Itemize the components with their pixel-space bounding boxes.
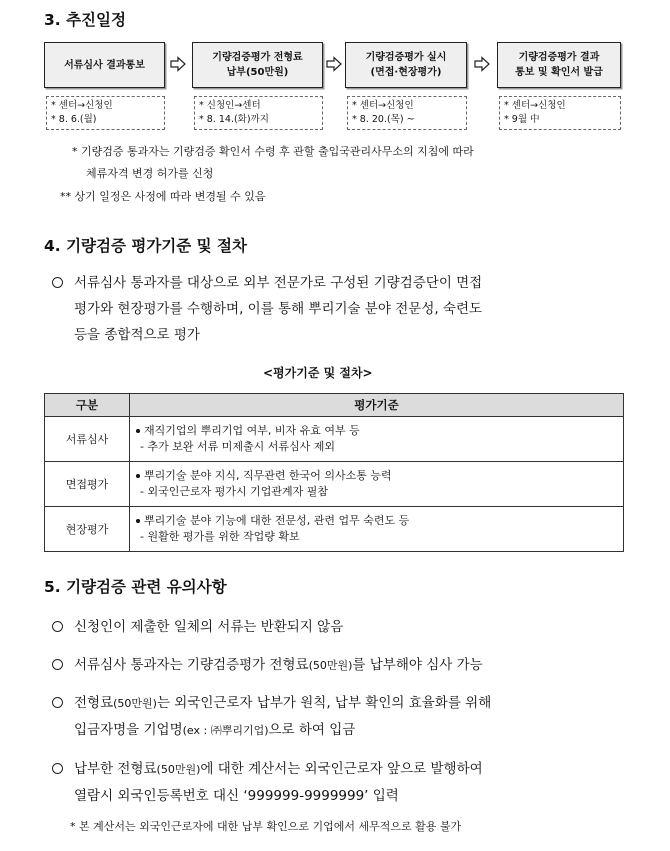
- flow-step-1-label: 서류심사 결과통보: [64, 59, 145, 71]
- header-category: 구분: [45, 394, 130, 417]
- criteria-table: [44, 393, 624, 552]
- flow-step-2: [192, 42, 323, 88]
- notice-item-4: [52, 756, 632, 809]
- invoice-note: * 본 계산서는 외국인근로자에 대한 납부 확인으로 기업에서 세무적으로 활용 불가: [70, 820, 462, 833]
- detail-line: * 8. 20.(목) ~: [352, 114, 415, 125]
- criteria-main: 재직기업의 뿌리기업 여부, 비자 유효 여부 등: [144, 424, 360, 437]
- paragraph-line: 등을 종합적으로 평가: [74, 327, 200, 343]
- flow-step-4-details: [499, 96, 621, 130]
- flow-step-4-label-line-2: 통보 및 확인서 발급: [515, 67, 603, 78]
- criteria-main: 뿌리기술 분야 지식, 직무관련 한국어 의사소통 능력: [144, 469, 392, 482]
- schedule-note-1-line-2: 체류자격 변경 허가를 신청: [86, 167, 214, 180]
- header-criteria: 평가기준: [130, 394, 624, 417]
- paragraph-line: 평가와 현장평가를 수행하며, 이를 통해 뿌리기술 분야 전문성, 숙련도: [74, 301, 483, 317]
- notice-text: 는 외국인근로자 납부가 원칙, 납부 확인의 효율화를 위해: [156, 695, 492, 711]
- detail-line: * 8. 6.(월): [51, 114, 97, 125]
- notice-text: 전형료: [74, 695, 114, 711]
- table-row: [45, 462, 624, 507]
- paragraph-line: 서류심사 통과자를 대상으로 외부 전문가로 구성된 기량검증단이 면접: [74, 275, 483, 291]
- arrow-right-icon: [474, 56, 490, 72]
- notice-text: 으로 하여 입금: [268, 722, 356, 738]
- detail-line: * 센터→신청인: [504, 100, 566, 111]
- detail-line: * 센터→신청인: [352, 100, 414, 111]
- detail-line: * 9월 中: [504, 114, 540, 125]
- flow-step-3-details: [347, 96, 467, 130]
- circle-bullet-icon: [52, 277, 63, 288]
- dot-bullet-icon: [136, 429, 140, 433]
- row-criteria: [130, 417, 624, 462]
- detail-line: * 8. 14.(화)까지: [199, 114, 269, 125]
- notice-item-3: [52, 690, 632, 744]
- flow-step-3: [345, 42, 467, 88]
- flow-step-1: [44, 42, 165, 88]
- arrow-right-icon: [170, 56, 186, 72]
- arrow-right-icon: [326, 56, 342, 72]
- notice-text: 열람시 외국인등록번호 대신 ‘999999-9999999’ 입력: [74, 788, 399, 804]
- criteria-sub: - 추가 보완 서류 미제출시 서류심사 제외: [140, 440, 335, 453]
- flow-step-2-details: [194, 96, 323, 130]
- fee-amount: (50만원): [156, 763, 201, 776]
- example-name: (ex : ㈜뿌리기업): [182, 724, 269, 737]
- flow-step-3-label-line-1: 기량검증평가 실시: [365, 52, 447, 63]
- notice-text: 에 대한 계산서는 외국인근로자 앞으로 발행하여: [200, 761, 483, 777]
- row-category: 현장평가: [45, 507, 130, 552]
- criteria-sub: - 원활한 평가를 위한 작업량 확보: [140, 530, 300, 543]
- circle-bullet-icon: [52, 621, 63, 632]
- section-4-paragraph: [52, 270, 632, 348]
- section-5-title: 5. 기량검증 관련 유의사항: [44, 578, 227, 596]
- flow-step-3-label-line-2: (면접·현장평가): [370, 67, 442, 78]
- table-header-row: [45, 394, 624, 417]
- notice-text: 납부한 전형료: [74, 761, 157, 777]
- section-4-title: 4. 기량검증 평가기준 및 절차: [44, 237, 247, 255]
- detail-line: * 신청인→센터: [199, 100, 261, 111]
- row-category: 서류심사: [45, 417, 130, 462]
- row-criteria: [130, 462, 624, 507]
- table-caption: <평가기준 및 절차>: [263, 366, 373, 380]
- notice-text: 서류심사 통과자는 기량검증평가 전형료: [74, 657, 309, 673]
- schedule-note-1-line-1: * 기량검증 통과자는 기량검증 확인서 수령 후 관할 출입국관리사무소의 지침에 따라: [72, 145, 474, 158]
- circle-bullet-icon: [52, 697, 63, 708]
- notice-text: 입금자명을 기업명: [74, 722, 183, 738]
- dot-bullet-icon: [136, 474, 140, 478]
- notice-item-1: [52, 614, 632, 640]
- notice-item-2: [52, 652, 632, 679]
- fee-amount: (50만원): [308, 659, 353, 672]
- schedule-note-2: ** 상기 일정은 사정에 따라 변경될 수 있음: [60, 190, 266, 203]
- flow-step-4-label-line-1: 기량검증평가 결과: [518, 52, 600, 63]
- flow-step-2-label-line-2: 납부(50만원): [226, 67, 289, 78]
- notice-text: 신청인이 제출한 일체의 서류는 반환되지 않음: [74, 619, 344, 635]
- notice-text: 를 납부해야 심사 가능: [352, 657, 483, 673]
- row-category: 면접평가: [45, 462, 130, 507]
- fee-amount: (50만원): [113, 697, 157, 710]
- flow-step-2-label-line-1: 기량검증평가 전형료: [212, 52, 303, 63]
- flow-step-1-details: [46, 96, 165, 130]
- section-3-title: 3. 추진일정: [44, 11, 126, 29]
- circle-bullet-icon: [52, 763, 63, 774]
- flow-step-4: [497, 42, 621, 88]
- table-row: [45, 417, 624, 462]
- dot-bullet-icon: [136, 519, 140, 523]
- table-row: [45, 507, 624, 552]
- row-criteria: [130, 507, 624, 552]
- circle-bullet-icon: [52, 659, 63, 670]
- criteria-main: 뿌리기술 분야 기능에 대한 전문성, 관련 업무 숙련도 등: [144, 514, 410, 527]
- criteria-sub: - 외국인근로자 평가시 기업관계자 필참: [140, 485, 328, 498]
- detail-line: * 센터→신청인: [51, 100, 113, 111]
